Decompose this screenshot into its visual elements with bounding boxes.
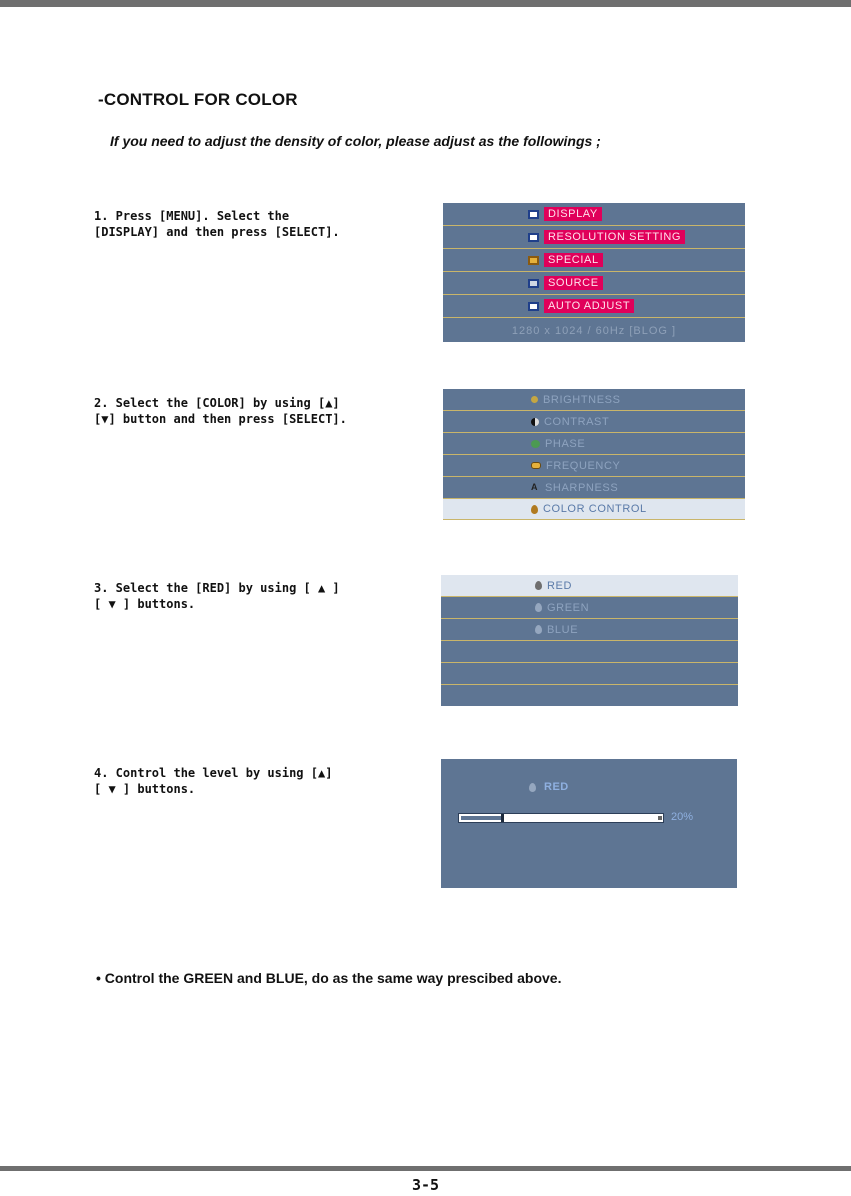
resolution-status: 1280 x 1024 / 60Hz [BLOG ] — [511, 325, 677, 337]
menu-item-blue[interactable] — [441, 619, 738, 641]
step-3-text: 3. Select the [RED] by using [ ▲ ] [ ▼ ] buttons. — [94, 581, 340, 611]
note-text: • Control the GREEN and BLUE, do as the same way prescibed above. — [96, 970, 562, 986]
slider-knob[interactable] — [501, 814, 504, 822]
red-level-slider[interactable] — [458, 813, 664, 823]
source-icon — [528, 279, 539, 288]
menu-item-label: GREEN — [547, 601, 590, 614]
menu-empty-row — [441, 685, 738, 706]
menu-item-label: BLUE — [547, 623, 579, 636]
step-1-text: 1. Press [MENU]. Select the [DISPLAY] and then press [SELECT]. — [94, 209, 340, 239]
slider-fill — [461, 816, 501, 820]
menu-item-resolution-setting[interactable] — [443, 226, 745, 249]
menu-item-brightness[interactable] — [443, 389, 745, 411]
menu-item-contrast[interactable] — [443, 411, 745, 433]
green-drop-icon — [535, 603, 542, 612]
menu-item-label: SPECIAL — [544, 253, 603, 267]
osd-red-level — [441, 759, 737, 888]
red-level-label: RED — [544, 781, 569, 793]
red-level-title — [529, 781, 569, 793]
menu-item-label: DISPLAY — [544, 207, 602, 221]
osd-color-menu — [441, 575, 738, 706]
phase-icon — [531, 440, 540, 448]
red-level-percent: 20% — [671, 811, 694, 823]
menu-item-source[interactable] — [443, 272, 745, 295]
menu-item-frequency[interactable] — [443, 455, 745, 477]
menu-item-green[interactable] — [441, 597, 738, 619]
auto-adjust-icon — [528, 302, 539, 311]
menu-empty-row — [441, 663, 738, 685]
menu-item-label: COLOR CONTROL — [543, 503, 647, 515]
sharpness-icon: A — [531, 482, 538, 492]
menu-item-label: RED — [547, 579, 573, 592]
menu-item-color-control[interactable] — [443, 499, 745, 520]
osd-display-menu — [443, 389, 745, 520]
resolution-icon — [528, 233, 539, 242]
step-2-text: 2. Select the [COLOR] by using [▲] [▼] button and then press [SELECT]. — [94, 396, 347, 426]
page-number: 3-5 — [411, 1176, 440, 1194]
menu-item-display[interactable] — [443, 203, 745, 226]
frequency-icon — [531, 462, 541, 469]
menu-item-label: PHASE — [545, 437, 586, 450]
special-icon — [528, 256, 539, 265]
menu-item-label: BRIGHTNESS — [543, 393, 621, 406]
osd-main-menu — [443, 203, 745, 342]
menu-item-phase[interactable] — [443, 433, 745, 455]
menu-item-label: CONTRAST — [544, 415, 610, 428]
menu-item-sharpness[interactable] — [443, 477, 745, 499]
brightness-icon — [531, 396, 538, 403]
menu-item-label: RESOLUTION SETTING — [544, 230, 685, 244]
menu-empty-row — [441, 641, 738, 663]
menu-item-label: SOURCE — [544, 276, 603, 290]
menu-item-special[interactable] — [443, 249, 745, 272]
menu-item-label: FREQUENCY — [546, 459, 621, 472]
section-heading: -CONTROL FOR COLOR — [98, 90, 298, 109]
red-drop-icon — [535, 581, 542, 590]
top-rule — [0, 0, 851, 7]
contrast-icon — [531, 418, 539, 426]
color-control-icon — [531, 505, 538, 514]
intro-text: If you need to adjust the density of color, please adjust as the followings ; — [110, 133, 601, 149]
menu-item-auto-adjust[interactable] — [443, 295, 745, 318]
bottom-rule — [0, 1166, 851, 1171]
blue-drop-icon — [535, 625, 542, 634]
display-icon — [528, 210, 539, 219]
step-4-text: 4. Control the level by using [▲] [ ▼ ] buttons. — [94, 766, 333, 796]
menu-item-label: AUTO ADJUST — [544, 299, 634, 313]
red-drop-icon — [529, 783, 536, 792]
slider-end-marker — [658, 816, 662, 820]
menu-item-label: SHARPNESS — [545, 481, 619, 494]
menu-item-red[interactable] — [441, 575, 738, 597]
